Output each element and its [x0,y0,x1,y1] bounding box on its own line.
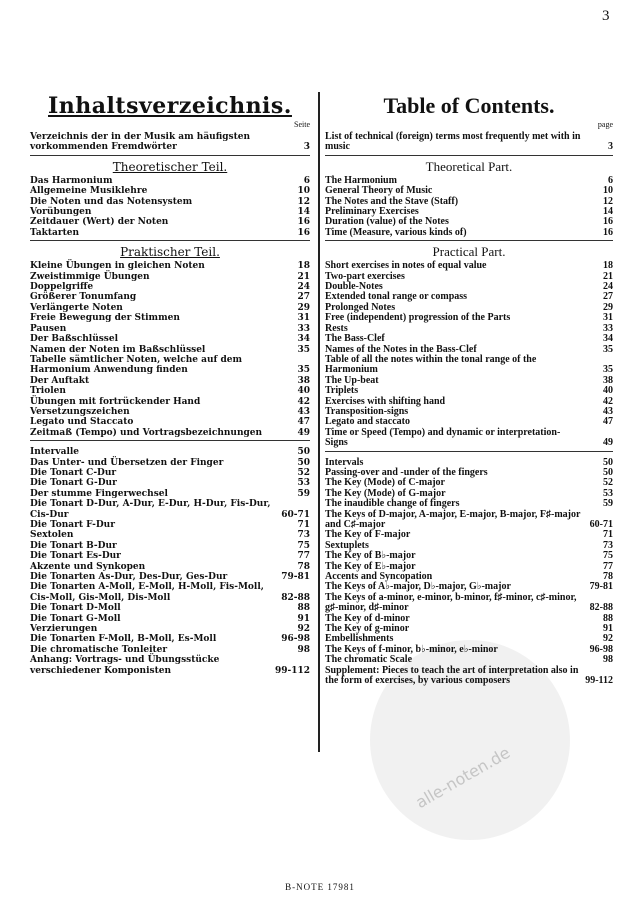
toc-entry-page: 77 [297,551,310,562]
toc-entry-text: Prolonged Notes [325,301,396,313]
toc-entry-page: 82-88 [589,602,613,614]
toc-entry [325,510,613,531]
toc-entry [30,272,310,282]
toc-entry [30,634,310,644]
toc-entry [30,562,310,572]
toc-entry-text: Names of the Notes in the Bass-Clef [325,343,477,355]
toc-entry-page: 88 [297,603,310,614]
toc-entry-page: 50 [603,456,613,468]
toc-entry-page: 77 [603,560,613,572]
toc-entry-text: Short exercises in notes of equal value [325,260,487,272]
toc-entry [30,228,310,238]
toc-entry-text: Verlängerte Noten [30,302,123,313]
toc-entry-text: The Bass-Clef [325,333,385,345]
toc-entry-page: 78 [603,571,613,583]
toc-entry-text: The Keys of A♭-major, D♭-major, G♭-major [325,581,511,593]
toc-entry-text: Vorübungen [30,207,92,218]
toc-entry-page: 40 [297,386,310,397]
toc-entry-page: 73 [603,539,613,551]
toc-entry-page: 47 [297,417,310,428]
watermark-text: alle-noten.de [412,742,514,813]
toc-entry-page: 99-112 [274,665,310,676]
toc-entry-text: Triplets [325,385,359,397]
toc-german-column [30,92,310,676]
toc-title: Inhaltsverzeichnis. [48,93,292,119]
toc-entry [30,355,310,376]
page-column-label: Seite [294,120,310,129]
toc-entry-page: 60-71 [589,519,613,530]
toc-entry-page: 98 [297,644,310,655]
toc-entry-text: Free (independent) progression of the Parts [325,312,511,324]
toc-entry-text: Die Tonarten A-Moll, E-Moll, H-Moll, Fis-Moll, Cis-Moll, Gis-Moll, Dis-Moll [30,582,264,603]
toc-entry-page: 35 [603,364,613,376]
toc-entry-text: General Theory of Music [325,185,433,197]
toc-entry [30,397,310,407]
toc-entry [30,520,310,530]
toc-entry [30,614,310,624]
toc-entry-text: The Notes and the Stave (Staff) [325,195,459,207]
section-heading: Theoretical Part. [425,158,513,174]
toc-entry-text: Freie Bewegung der Stimmen [30,313,180,324]
toc-entry-page: 75 [297,540,310,551]
toc-entry-text: Übungen mit fortrückender Hand [30,396,201,407]
toc-entry-text: Time (Measure, various kinds of) [325,226,467,238]
toc-entry-page: 38 [297,375,310,386]
toc-entry [30,407,310,417]
toc-entry-text: Preliminary Exercises [325,206,419,218]
toc-entry [30,303,310,313]
toc-entry-text: Accents and Syncopation [325,571,433,583]
toc-entry [30,603,310,613]
toc-entry-page: 6 [608,174,613,186]
toc-entry-page: 24 [603,281,613,293]
toc-entry-page: 42 [297,396,310,407]
toc-entry [30,207,310,217]
toc-entry-text: The chromatic Scale [325,654,413,666]
toc-entry-page: 29 [297,302,310,313]
toc-entry [30,447,310,457]
section-rule [325,155,613,156]
toc-entry-page: 6 [303,175,310,186]
toc-entry-text: Kleine Übungen in gleichen Noten [30,261,205,272]
toc-entry [30,572,310,582]
toc-entry-page: 50 [297,457,310,468]
toc-entry-text: Rests [325,322,348,334]
section-rule [325,240,613,241]
toc-entry-text: The Harmonium [325,174,397,186]
toc-entry-text: The Key of d-minor [325,612,410,624]
toc-entry-page: 92 [603,633,613,645]
toc-entry-page: 96-98 [281,634,310,645]
toc-entry-page: 88 [603,612,613,624]
toc-entry-text: Embellishments [325,633,394,645]
column-divider [318,92,320,752]
toc-entry [30,530,310,540]
toc-entry-text: Two-part exercises [325,270,405,282]
toc-entry-page: 27 [603,291,613,303]
toc-entry-page: 75 [603,550,613,562]
section-rule [30,240,310,241]
toc-entry [30,655,310,676]
toc-entry-text: Verzierungen [30,624,98,635]
toc-entry-text: Der Auftakt [30,375,90,386]
toc-entry-page: 10 [297,186,310,197]
toc-entry-page: 3 [608,141,613,153]
toc-entry-page: 53 [603,487,613,499]
toc-entry [30,292,310,302]
toc-entry-text: Die Tonarten As-Dur, Des-Dur, Ges-Dur [30,572,228,583]
toc-entry [30,428,310,438]
toc-entry-page: 35 [297,344,310,355]
toc-entry-page: 82-88 [281,592,310,603]
toc-entry-page: 59 [297,488,310,499]
toc-entry [325,666,613,687]
toc-entry [30,132,310,153]
toc-entry [325,428,613,449]
toc-entry [30,417,310,427]
toc-entry [325,593,613,614]
toc-entry [30,458,310,468]
toc-entry-text: Intervalle [30,447,80,458]
toc-entry [325,228,613,238]
toc-entry-page: 34 [603,333,613,345]
toc-entry-text: Legato and staccato [325,416,410,428]
toc-entry-text: Die Tonart D-Moll [30,603,121,614]
toc-entry-text: Der stumme Fingerwechsel [30,488,168,499]
toc-entry-text: Die Tonart F-Dur [30,520,115,530]
toc-entry [30,217,310,227]
toc-entry-page: 43 [603,405,613,417]
toc-entry-text: Akzente und Synkopen [30,561,146,572]
toc-entry [30,186,310,196]
toc-entry-page: 16 [297,217,310,228]
toc-entry [30,478,310,488]
toc-entry-page: 79-81 [589,581,613,593]
toc-entry-page: 91 [297,613,310,624]
toc-entry [30,468,310,478]
toc-entry-text: Die Tonart Es-Dur [30,551,121,562]
toc-entry-page: 40 [603,385,613,397]
toc-entry-text: Die Tonart D-Dur, A-Dur, E-Dur, H-Dur, Fis-Dur, Cis-Dur [30,499,271,520]
toc-entry-text: Anhang: Vortrags- und Übungsstücke verschiedener Komponisten [30,655,220,676]
toc-entry-text: Namen der Noten im Baßschlüssel [30,344,206,355]
toc-entry-text: The Keys of a-minor, e-minor, b-minor, f♯-minor, c♯-minor, g♯-minor, d♯-minor [325,591,577,614]
toc-entry [30,386,310,396]
toc-entry-page: 43 [297,406,310,417]
toc-entry-text: Time or Speed (Tempo) and dynamic or interpretation-Signs [325,426,561,449]
toc-entry-page: 42 [603,395,613,407]
toc-entry [30,582,310,603]
toc-entry-text: Intervals [325,456,364,468]
toc-entry-text: Die Tonart B-Dur [30,540,117,551]
page-column-label: page [597,120,613,129]
toc-entry-text: Doppelgriffe [30,282,94,293]
toc-entry-page: 52 [603,477,613,489]
toc-entry-text: Das Harmonium [30,175,113,186]
toc-entry [30,197,310,207]
toc-entry-page: 71 [603,529,613,541]
toc-entry-text: Verzeichnis der in der Musik am häufigsten vorkommenden Fremdwörter [30,132,251,153]
toc-entry-text: Tabelle sämtlicher Noten, welche auf dem Harmonium Anwendung finden [30,354,243,376]
toc-entry-page: 98 [603,654,613,666]
toc-entry-text: Der Baßschlüssel [30,334,119,345]
toc-entry-page: 31 [297,313,310,324]
toc-entry-page: 27 [297,292,310,303]
toc-entry [30,499,310,520]
toc-entry-text: Größerer Tonumfang [30,292,137,303]
toc-entry-text: Triolen [30,386,66,397]
toc-entry-text: Allgemeine Musiklehre [30,186,148,197]
toc-entry-page: 49 [603,437,613,449]
toc-english-column [325,92,613,687]
toc-entry-text: Exercises with shifting hand [325,395,446,407]
page-number: 3 [602,8,610,24]
toc-entry [30,376,310,386]
toc-entry-text: Sextolen [30,530,74,541]
toc-entry-page: 14 [603,206,613,218]
toc-entry-text: The Key (Mode) of C-major [325,477,445,489]
toc-entry-page: 35 [603,343,613,355]
toc-entry-text: Zweistimmige Übungen [30,271,150,282]
toc-entry-page: 60-71 [281,509,310,520]
toc-entry-text: Die Tonarten F-Moll, B-Moll, Es-Moll [30,634,217,645]
toc-entry-page: 52 [297,467,310,478]
toc-entry-text: The Key of B♭-major [325,550,416,562]
toc-entry [325,132,613,153]
toc-entry-page: 35 [297,365,310,376]
toc-entry-page: 34 [297,334,310,345]
toc-entry-page: 50 [297,447,310,458]
toc-entry [30,489,310,499]
toc-entry [30,324,310,334]
toc-entry [325,376,613,386]
toc-entry-page: 31 [603,312,613,324]
toc-entry [30,261,310,271]
section-heading: Theoretischer Teil. [112,159,228,174]
toc-entry-text: The Key of F-major [325,529,411,541]
toc-entry-text: The Keys of f-minor, b♭-minor, e♭-minor [325,643,498,655]
toc-entry-text: Die chromatische Tonleiter [30,644,168,655]
toc-entry-page: 21 [297,271,310,282]
toc-entry-page: 24 [297,282,310,293]
toc-entry-page: 73 [297,530,310,541]
section-rule [30,155,310,156]
toc-entry-page: 16 [603,226,613,238]
toc-entry-text: Table of all the notes within the tonal range of the Harmonium [325,353,537,376]
toc-entry-page: 14 [297,207,310,218]
toc-entry-text: Die Tonart G-Moll [30,613,121,624]
toc-entry-page: 21 [603,270,613,282]
toc-entry-text: Die Tonart G-Dur [30,478,117,489]
toc-entry-page: 59 [603,498,613,510]
toc-entry-page: 92 [297,624,310,635]
toc-entry-page: 12 [297,196,310,207]
toc-entry-text: Die Noten und das Notensystem [30,196,193,207]
section-rule [30,440,310,441]
toc-entry-page: 71 [297,520,310,530]
toc-entry [30,541,310,551]
toc-entry-page: 50 [603,466,613,478]
toc-entry [30,282,310,292]
toc-entry [30,551,310,561]
toc-entry-text: Zeitdauer (Wert) der Noten [30,217,169,228]
toc-entry-page: 18 [297,261,310,272]
toc-entry-text: The Key of E♭-major [325,560,416,572]
toc-entry [30,334,310,344]
toc-entry-page: 99-112 [585,675,613,687]
toc-entry-text: Extended tonal range or compass [325,291,468,303]
toc-entry-text: Sextuplets [325,539,369,551]
toc-entry-page: 49 [297,427,310,438]
toc-entry-page: 16 [603,216,613,228]
toc-entry-page: 16 [297,227,310,238]
toc-entry-page: 10 [603,185,613,197]
toc-entry-text: Pausen [30,323,67,334]
toc-entry-page: 79-81 [281,572,310,583]
toc-entry-page: 33 [603,322,613,334]
toc-entry-text: Supplement: Pieces to teach the art of interpretation also in the form of exercises, by various composers [325,664,579,687]
toc-entry-text: The inaudible change of fingers [325,498,460,510]
toc-entry-page: 96-98 [589,643,613,655]
section-heading: Practical Part. [432,244,506,260]
toc-entry-text: Passing-over and -under of the fingers [325,466,488,478]
toc-entry [30,313,310,323]
toc-entry-page: 38 [603,374,613,386]
toc-entry-text: Duration (value) of the Notes [325,216,449,228]
toc-entry [325,313,613,323]
section-heading: Praktischer Teil. [120,245,220,260]
toc-entry-text: Das Unter- und Übersetzen der Finger [30,457,224,468]
toc-entry-text: Die Tonart C-Dur [30,467,117,478]
toc-entry-page: 12 [603,195,613,207]
toc-entry [30,345,310,355]
toc-entry-text: Taktarten [30,227,80,238]
toc-entry-page: 47 [603,416,613,428]
toc-entry-page: 33 [297,323,310,334]
toc-entry-text: Transposition-signs [325,405,409,417]
section-rule [325,451,613,452]
toc-entry-text: Legato und Staccato [30,417,134,428]
toc-entry-page: 53 [297,478,310,489]
toc-entry [30,624,310,634]
toc-entry-text: The Key of g-minor [325,623,410,635]
toc-entry-text: The Up-beat [325,374,379,386]
toc-title: Table of Contents. [383,93,555,118]
footer-plate-number: B-NOTE 17981 [285,882,355,892]
toc-entry-text: Double-Notes [325,281,383,293]
toc-entry-page: 29 [603,301,613,313]
toc-entry-text: List of technical (foreign) terms most frequently met with in music [325,131,581,153]
toc-entry-text: Versetzungszeichen [30,406,130,417]
toc-entry-text: The Key (Mode) of G-major [325,487,446,499]
toc-entry [30,645,310,655]
toc-entry-text: Zeitmaß (Tempo) und Vortragsbezeichnungen [30,427,263,438]
toc-entry-page: 78 [297,561,310,572]
toc-entry [325,355,613,376]
toc-entry-page: 91 [603,623,613,635]
toc-entry-text: The Keys of D-major, A-major, E-major, B-major, F♯-major and C♯-major [325,508,581,530]
toc-entry-page: 18 [603,260,613,272]
toc-entry [30,176,310,186]
toc-entry-page: 3 [303,142,310,153]
